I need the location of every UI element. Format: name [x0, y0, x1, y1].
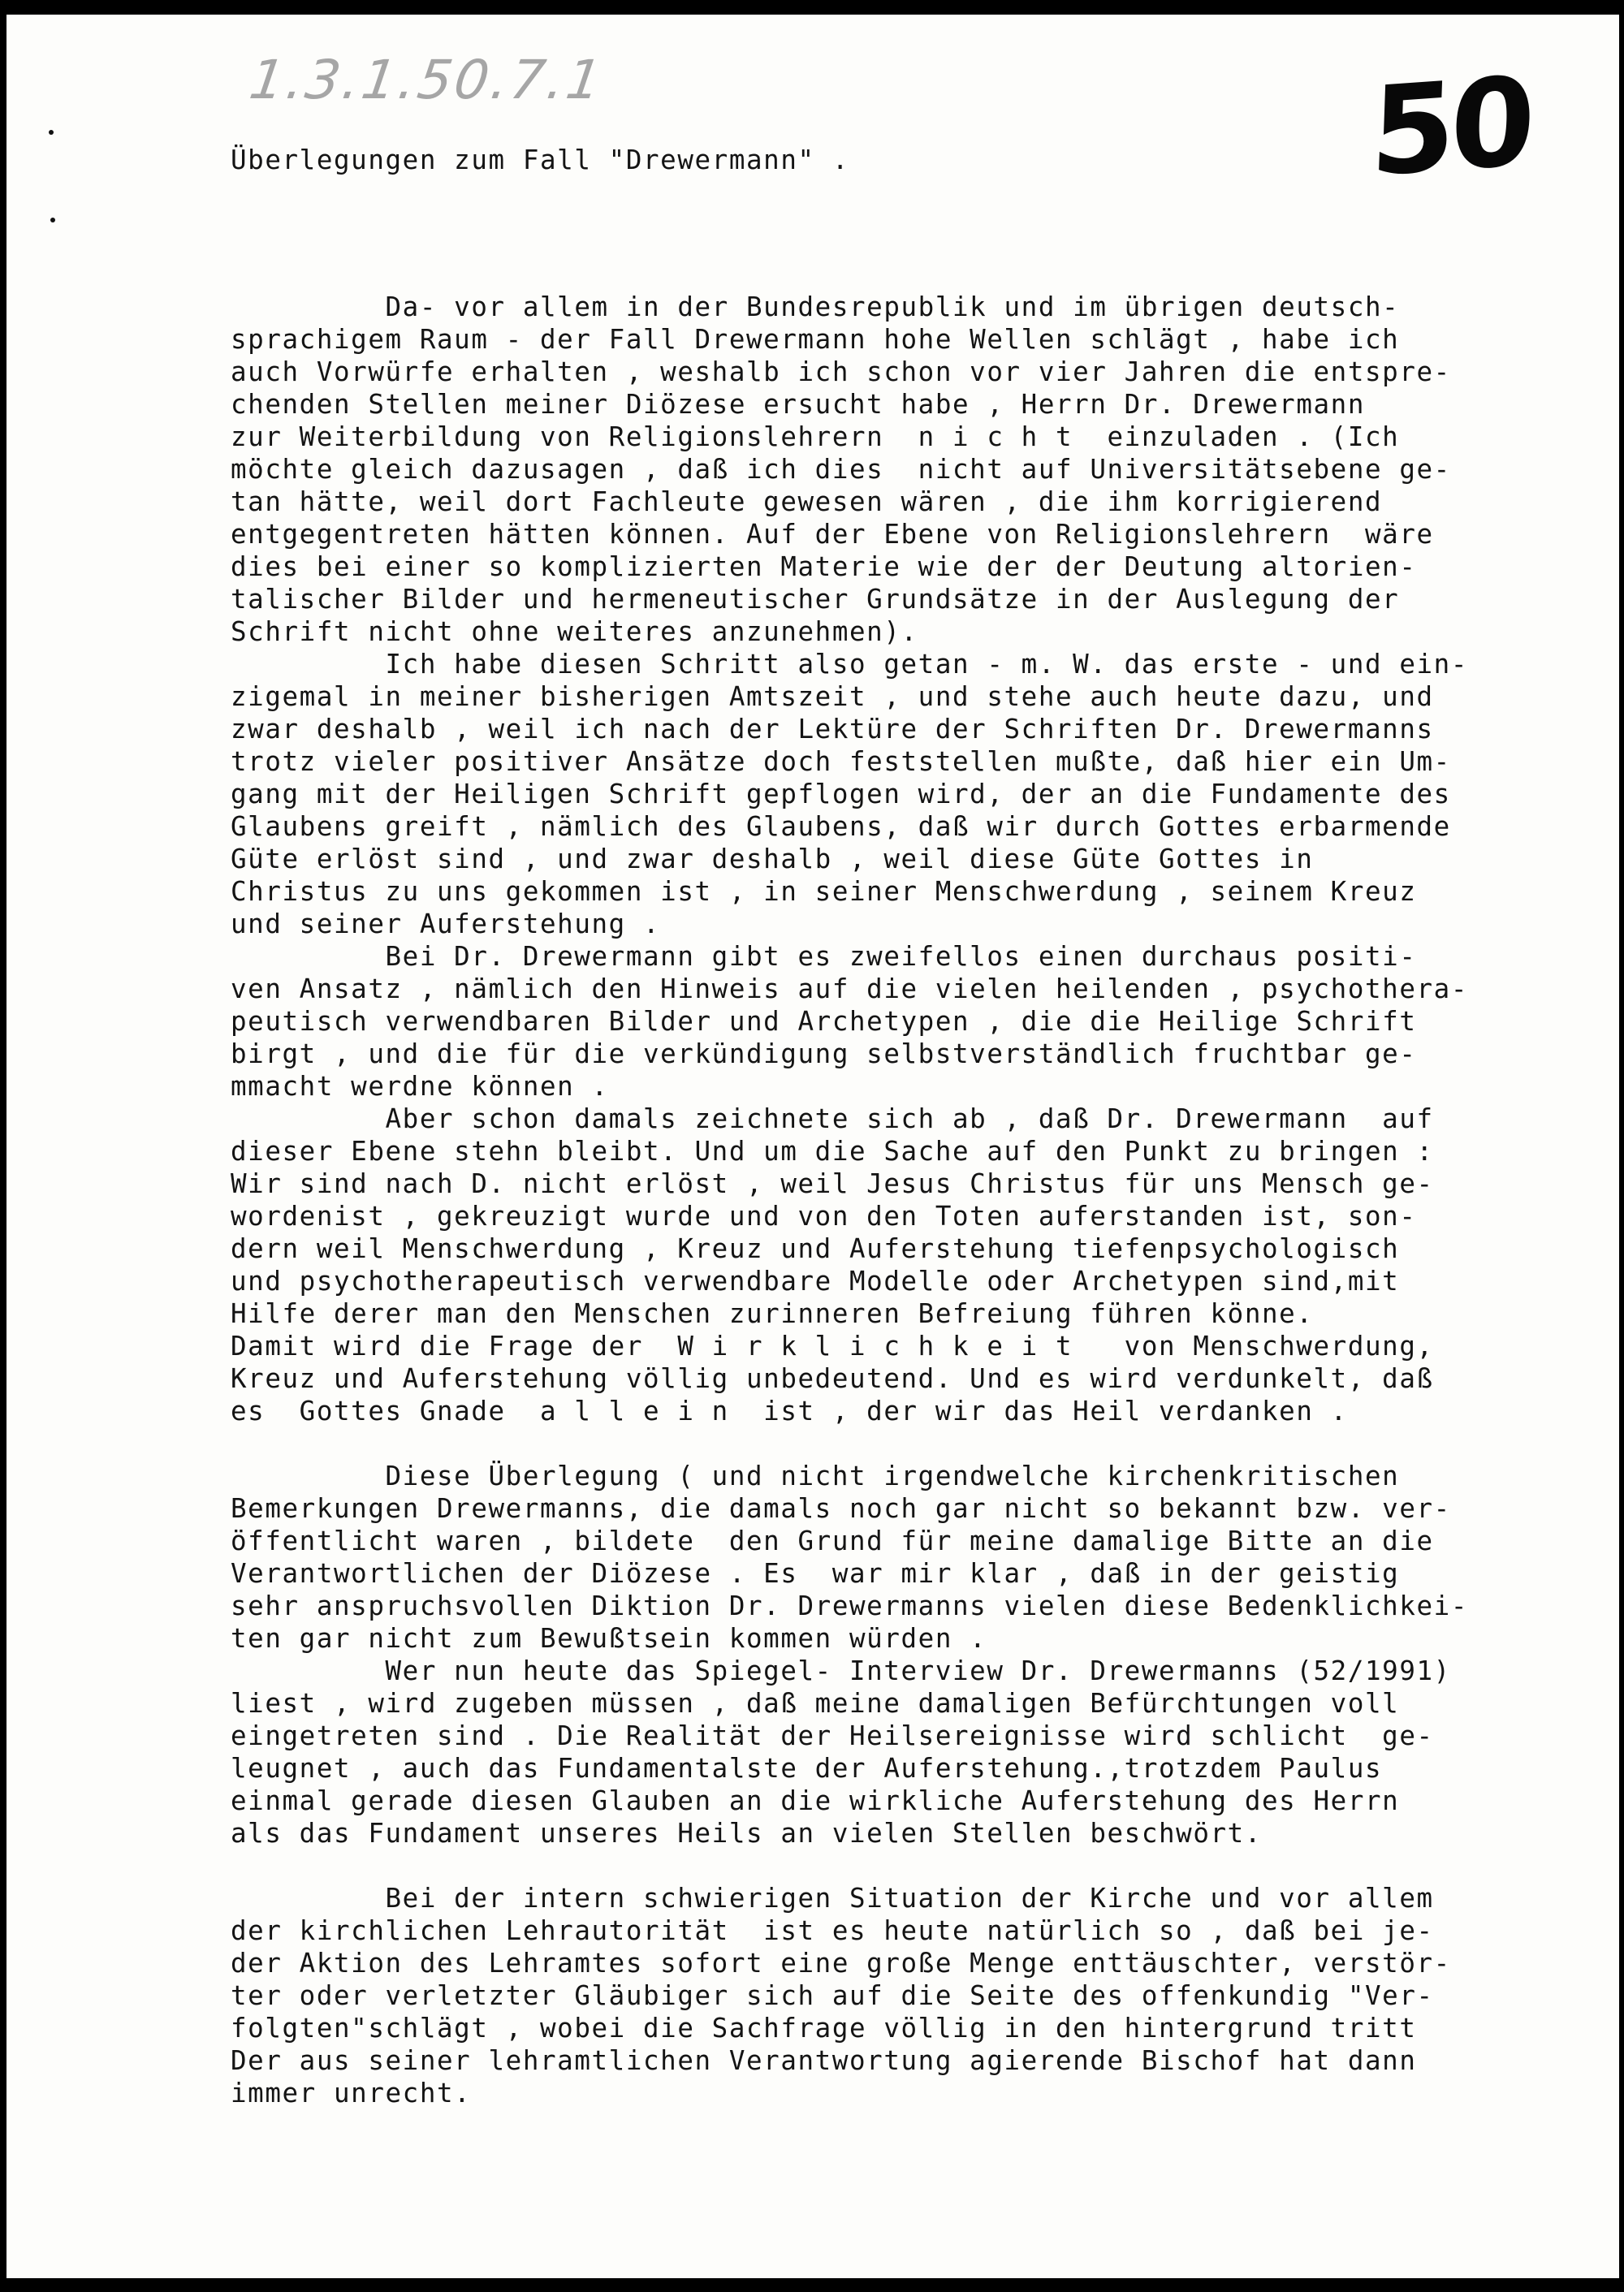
body-line: dies bei einer so komplizierten Materie wie der der Deutung altorien-	[231, 551, 1417, 582]
body-line: folgten"schlägt , wobei die Sachfrage völlig in den hintergrund tritt	[231, 2013, 1417, 2044]
body-line: auch Vorwürfe erhalten , weshalb ich schon vor vier Jahren die entspre-	[231, 356, 1451, 387]
punch-mark-top	[49, 130, 54, 135]
document-title: Überlegungen zum Fall "Drewermann" .	[231, 145, 849, 175]
document-page	[6, 15, 1619, 2278]
body-line	[231, 1427, 1468, 1460]
body-line: leugnet , auch das Fundamentalste der Auferstehung.,trotzdem Paulus	[231, 1753, 1383, 1784]
handwritten-page-number: 50	[1368, 50, 1533, 205]
body-line: Aber schon damals zeichnete sich ab , daß Dr. Drewermann auf	[231, 1103, 1434, 1134]
body-line: dern weil Menschwerdung , Kreuz und Auferstehung tiefenpsychologisch	[231, 1233, 1400, 1264]
body-line: birgt , und die für die verkündigung selbstverständlich fruchtbar ge-	[231, 1038, 1417, 1069]
body-line: Wer nun heute das Spiegel- Interview Dr. Drewermanns (52/1991)	[231, 1655, 1451, 1686]
body-line: Bei Dr. Drewermann gibt es zweifellos einen durchaus positi-	[231, 941, 1417, 972]
body-line: ven Ansatz , nämlich den Hinweis auf die vielen heilenden , psychothera-	[231, 973, 1468, 1004]
body-line: zigemal in meiner bisherigen Amtszeit , und stehe auch heute dazu, und	[231, 681, 1434, 712]
body-line: dieser Ebene stehn bleibt. Und um die Sache auf den Punkt zu bringen :	[231, 1136, 1434, 1167]
body-line: Bei der intern schwierigen Situation der Kirche und vor allem	[231, 1883, 1434, 1914]
body-line: ter oder verletzter Gläubiger sich auf die Seite des offenkundig "Ver-	[231, 1980, 1434, 2011]
body-line: trotz vieler positiver Ansätze doch feststellen mußte, daß hier ein Um-	[231, 746, 1451, 777]
body-line: möchte gleich dazusagen , daß ich dies nicht auf Universitätsebene ge-	[231, 454, 1451, 485]
body-line	[231, 1850, 1468, 1882]
body-line: Christus zu uns gekommen ist , in seiner Menschwerdung , seinem Kreuz	[231, 876, 1417, 907]
body-line: Ich habe diesen Schritt also getan - m. W. das erste - und ein-	[231, 649, 1468, 680]
body-line: Da- vor allem in der Bundesrepublik und im übrigen deutsch-	[231, 291, 1400, 322]
body-line: chenden Stellen meiner Diözese ersucht habe , Herrn Dr. Drewermann	[231, 389, 1365, 420]
body-line: entgegentreten hätten können. Auf der Ebene von Religionslehrern wäre	[231, 519, 1434, 550]
body-line: wordenist , gekreuzigt wurde und von den Toten auferstanden ist, son-	[231, 1201, 1417, 1232]
body-line: und seiner Auferstehung .	[231, 909, 661, 939]
archive-number: 1.3.1.50.7.1	[245, 49, 608, 111]
body-line: mmacht werdne können .	[231, 1071, 609, 1102]
body-line: Damit wird die Frage der W i r k l i c h k e i t von Menschwerdung,	[231, 1331, 1434, 1362]
body-line: Schrift nicht ohne weiteres anzunehmen).	[231, 616, 918, 647]
body-line: Der aus seiner lehramtlichen Verantwortung agierende Bischof hat dann	[231, 2045, 1417, 2076]
body-line: peutisch verwendbaren Bilder und Archetypen , die die Heilige Schrift	[231, 1006, 1417, 1037]
body-line: Wir sind nach D. nicht erlöst , weil Jesus Christus für uns Mensch ge-	[231, 1168, 1434, 1199]
body-line: tan hätte, weil dort Fachleute gewesen wären , die ihm korrigierend	[231, 486, 1383, 517]
body-line: Glaubens greift , nämlich des Glaubens, daß wir durch Gottes erbarmende	[231, 811, 1451, 842]
body-line: Kreuz und Auferstehung völlig unbedeutend. Und es wird verdunkelt, daß	[231, 1363, 1434, 1394]
body-line: es Gottes Gnade a l l e i n ist , der wir das Heil verdanken .	[231, 1396, 1348, 1427]
body-line: als das Fundament unseres Heils an vielen Stellen beschwört.	[231, 1818, 1262, 1849]
body-line: und psychotherapeutisch verwendbare Modelle oder Archetypen sind,mit	[231, 1266, 1400, 1297]
body-line: der Aktion des Lehramtes sofort eine große Menge enttäuschter, verstör-	[231, 1948, 1451, 1979]
body-line: einmal gerade diesen Glauben an die wirkliche Auferstehung des Herrn	[231, 1785, 1400, 1816]
body-line: talischer Bilder und hermeneutischer Grundsätze in der Auslegung der	[231, 584, 1400, 615]
body-line: Bemerkungen Drewermanns, die damals noch gar nicht so bekannt bzw. ver-	[231, 1493, 1451, 1524]
punch-mark-bottom	[50, 218, 55, 222]
body-line: sprachigem Raum - der Fall Drewermann hohe Wellen schlägt , habe ich	[231, 324, 1400, 355]
body-line: eingetreten sind . Die Realität der Heilsereignisse wird schlicht ge-	[231, 1720, 1434, 1751]
body-line: Hilfe derer man den Menschen zurinneren Befreiung führen könne.	[231, 1298, 1314, 1329]
body-line: zwar deshalb , weil ich nach der Lektüre der Schriften Dr. Drewermanns	[231, 714, 1434, 745]
body-line: der kirchlichen Lehrautorität ist es heute natürlich so , daß bei je-	[231, 1915, 1434, 1946]
body-line: öffentlicht waren , bildete den Grund für meine damalige Bitte an die	[231, 1526, 1434, 1556]
body-line: zur Weiterbildung von Religionslehrern n i c h t einzuladen . (Ich	[231, 421, 1400, 452]
body-line: Verantwortlichen der Diözese . Es war mir klar , daß in der geistig	[231, 1558, 1400, 1589]
body-line: Güte erlöst sind , und zwar deshalb , weil diese Güte Gottes in	[231, 844, 1314, 874]
body-line: immer unrecht.	[231, 2078, 472, 2109]
body-line: liest , wird zugeben müssen , daß meine damaligen Befürchtungen voll	[231, 1688, 1400, 1719]
document-body	[231, 291, 1468, 2109]
body-line: sehr anspruchsvollen Diktion Dr. Drewermanns vielen diese Bedenklichkei-	[231, 1591, 1468, 1621]
body-line: ten gar nicht zum Bewußtsein kommen würden .	[231, 1623, 987, 1654]
body-line: Diese Überlegung ( und nicht irgendwelche kirchenkritischen	[231, 1461, 1400, 1491]
body-line: gang mit der Heiligen Schrift gepflogen wird, der an die Fundamente des	[231, 779, 1451, 809]
